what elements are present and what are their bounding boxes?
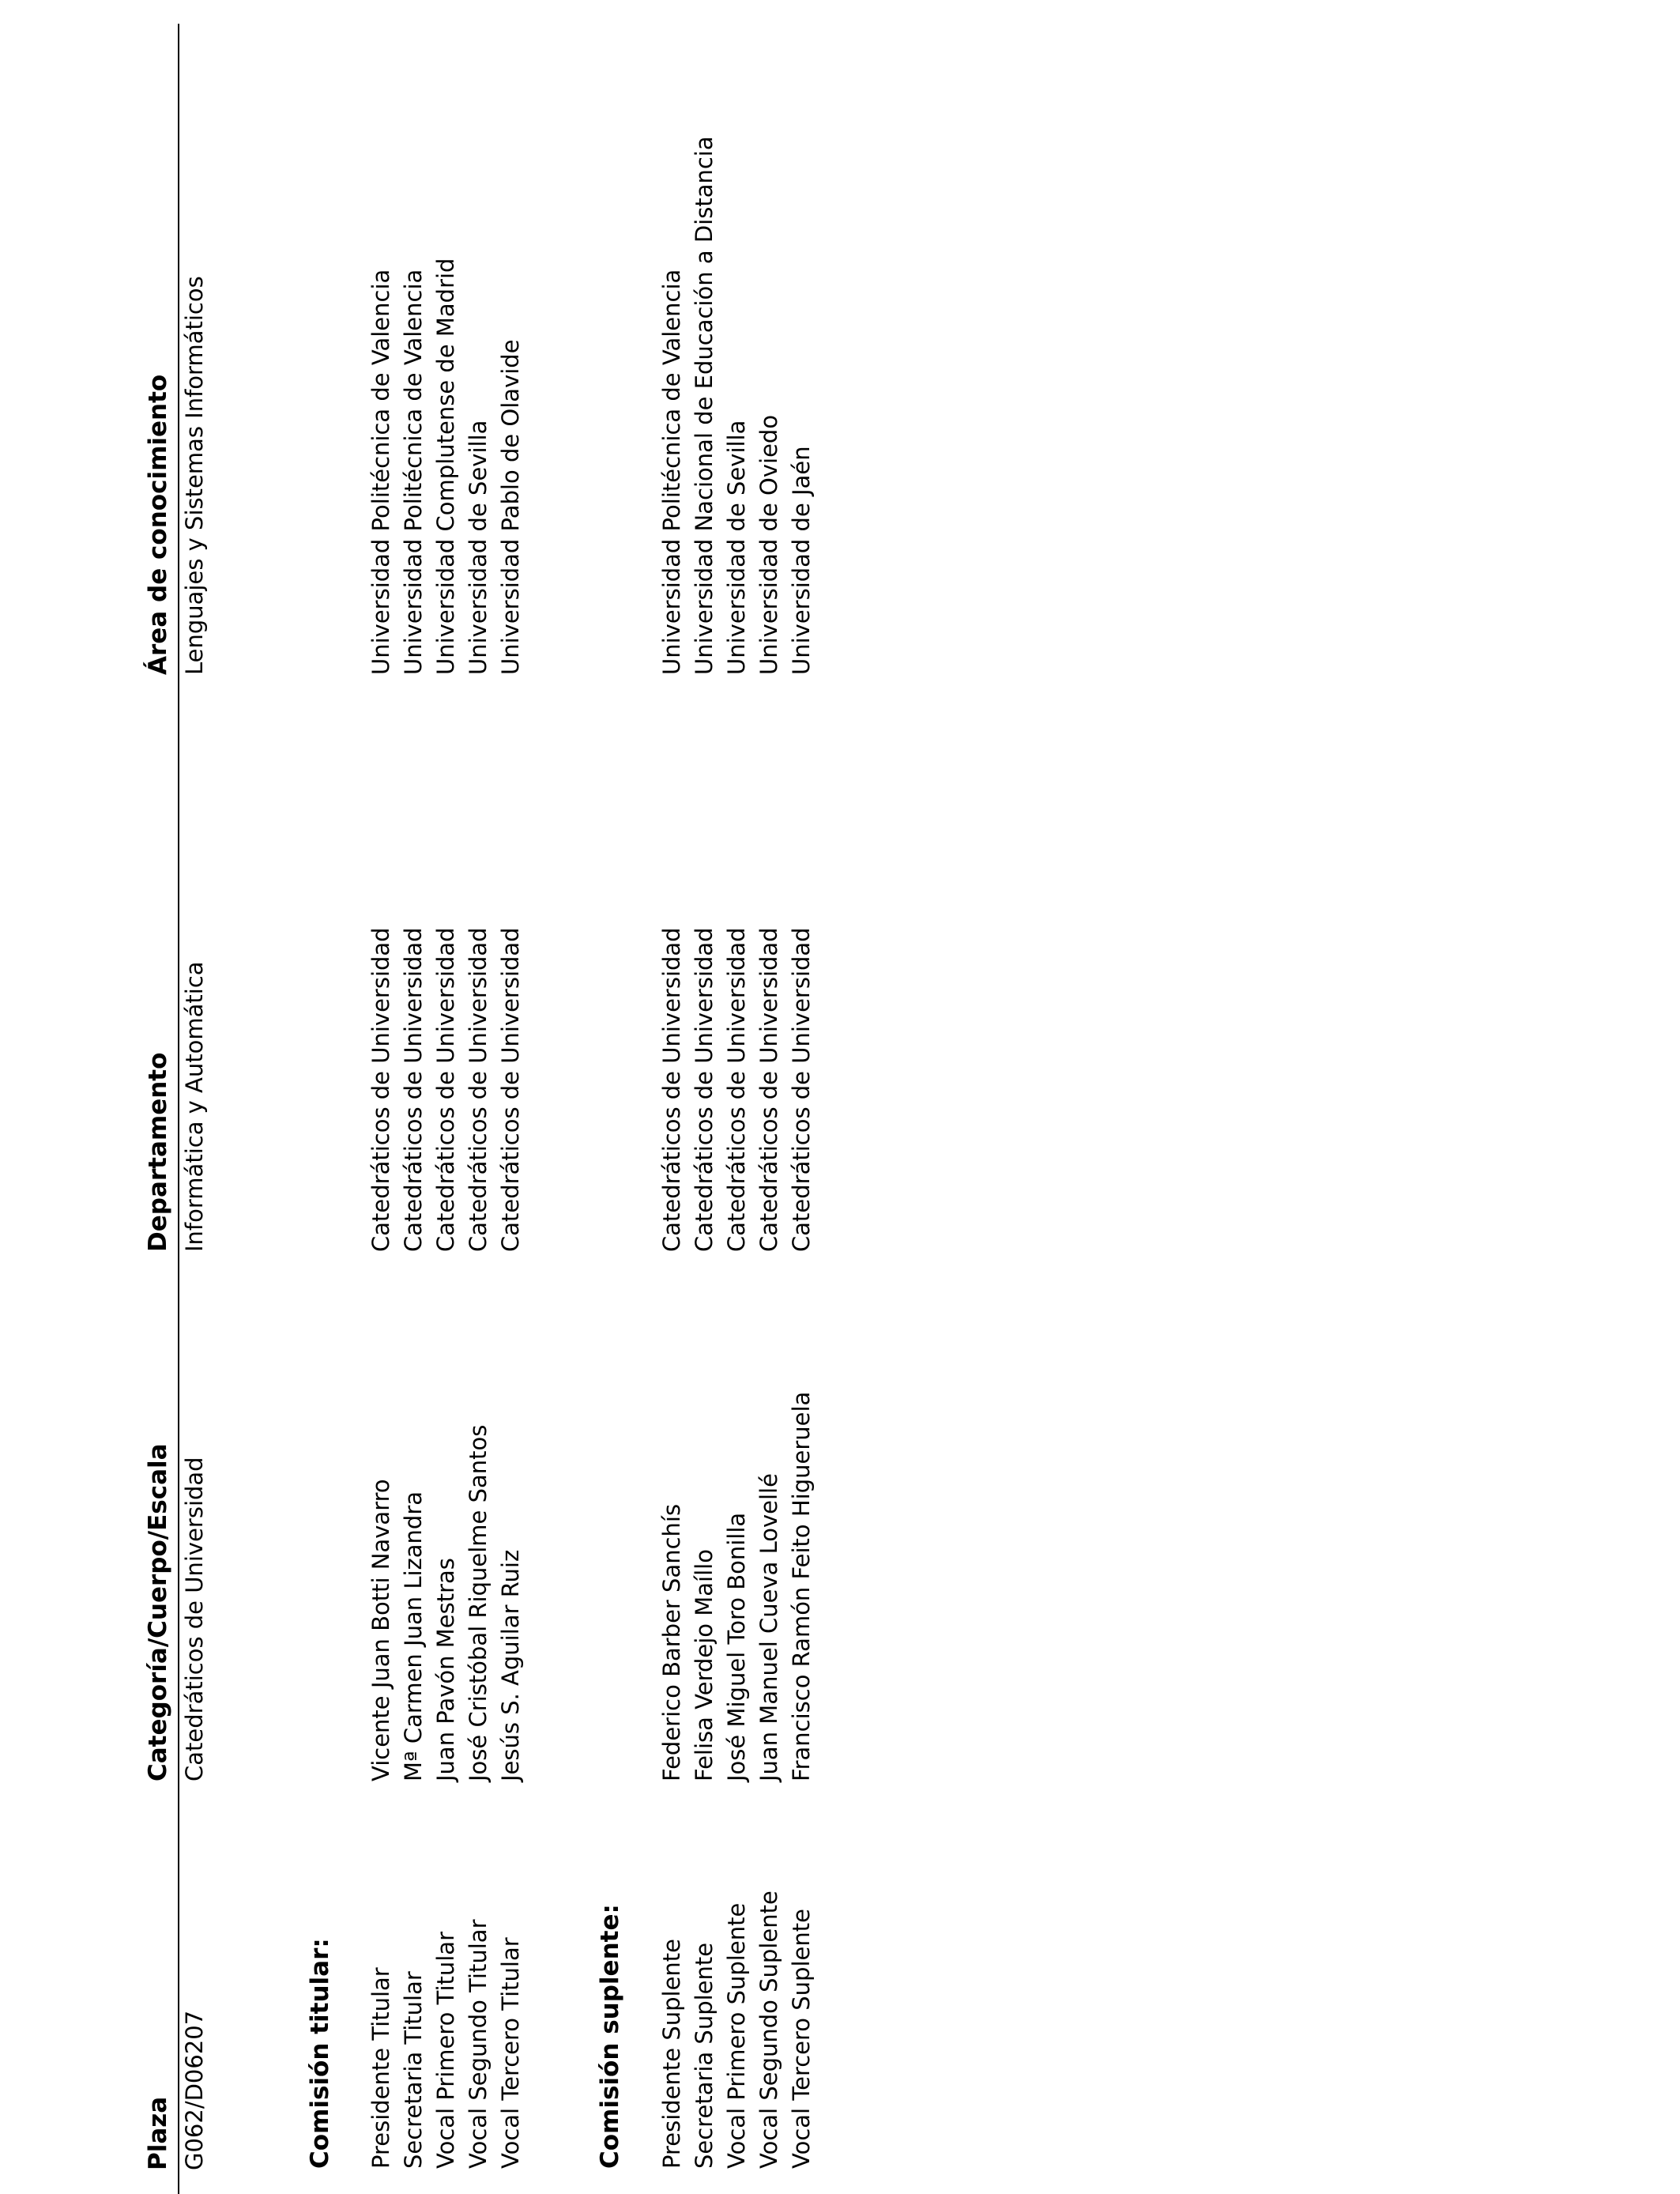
member-category: Catedráticos de Universidad — [691, 927, 718, 1252]
member-university: Universidad Politécnica de Valencia — [367, 269, 394, 675]
member-role: Vocal Primero Suplente — [723, 1902, 750, 2169]
value-area: Lenguajes y Sistemas Informáticos — [181, 276, 208, 675]
member-role: Vocal Tercero Suplente — [788, 1909, 815, 2169]
member-role: Secretaria Titular — [400, 1971, 427, 2169]
member-university: Universidad de Oviedo — [755, 414, 782, 675]
member-name: Mª Carmen Juan Lizandra — [400, 1491, 427, 1781]
member-category: Catedráticos de Universidad — [367, 927, 394, 1252]
member-university: Universidad Politécnica de Valencia — [400, 269, 427, 675]
member-category: Catedráticos de Universidad — [788, 927, 815, 1252]
member-name: Federico Barber Sanchís — [658, 1503, 685, 1781]
member-role: Presidente Titular — [367, 1967, 394, 2169]
member-university: Universidad Pablo de Olavide — [497, 339, 524, 675]
member-category: Catedráticos de Universidad — [723, 927, 750, 1252]
header-departamento: Departamento — [144, 1052, 172, 1252]
member-role: Vocal Tercero Titular — [497, 1937, 524, 2169]
value-plaza: G062/D06207 — [181, 2010, 208, 2170]
value-departamento: Informática y Automática — [181, 961, 208, 1252]
member-name: Jesús S. Aguilar Ruiz — [497, 1549, 524, 1781]
header-categoria: Categoría/Cuerpo/Escala — [144, 1443, 172, 1781]
value-categoria: Catedráticos de Universidad — [181, 1457, 208, 1781]
member-name: Francisco Ramón Feito Higueruela — [788, 1391, 815, 1781]
member-category: Catedráticos de Universidad — [432, 927, 459, 1252]
section-heading-suplente: Comisión suplente: — [596, 1904, 624, 2169]
member-university: Universidad Complutense de Madrid — [432, 258, 459, 675]
member-name: Felisa Verdejo Maíllo — [691, 1549, 718, 1781]
header-rule — [178, 24, 179, 2194]
member-role: Vocal Segundo Titular — [465, 1919, 492, 2169]
member-university: Universidad de Sevilla — [723, 420, 750, 675]
member-name: José Miguel Toro Bonilla — [723, 1512, 750, 1781]
member-university: Universidad de Sevilla — [465, 420, 492, 675]
member-university: Universidad Politécnica de Valencia — [658, 269, 685, 675]
member-name: Juan Manuel Cueva Lovellé — [755, 1473, 782, 1781]
section-heading-titular: Comisión titular: — [306, 1938, 334, 2169]
header-area: Área de conocimiento — [144, 374, 172, 675]
member-name: José Cristóbal Riquelme Santos — [465, 1424, 492, 1781]
member-role: Secretaria Suplente — [691, 1942, 718, 2169]
member-name: Vicente Juan Botti Navarro — [367, 1479, 394, 1781]
member-category: Catedráticos de Universidad — [755, 927, 782, 1252]
member-category: Catedráticos de Universidad — [658, 927, 685, 1252]
header-plaza: Plaza — [144, 2096, 172, 2170]
member-category: Catedráticos de Universidad — [400, 927, 427, 1252]
member-role: Vocal Primero Titular — [432, 1932, 459, 2169]
member-role: Vocal Segundo Suplente — [755, 1891, 782, 2169]
member-category: Catedráticos de Universidad — [497, 927, 524, 1252]
member-role: Presidente Suplente — [658, 1938, 685, 2169]
member-name: Juan Pavón Mestras — [432, 1558, 459, 1781]
member-university: Universidad Nacional de Educación a Distancia — [691, 136, 718, 675]
member-university: Universidad de Jaén — [788, 446, 815, 675]
member-category: Catedráticos de Universidad — [465, 927, 492, 1252]
